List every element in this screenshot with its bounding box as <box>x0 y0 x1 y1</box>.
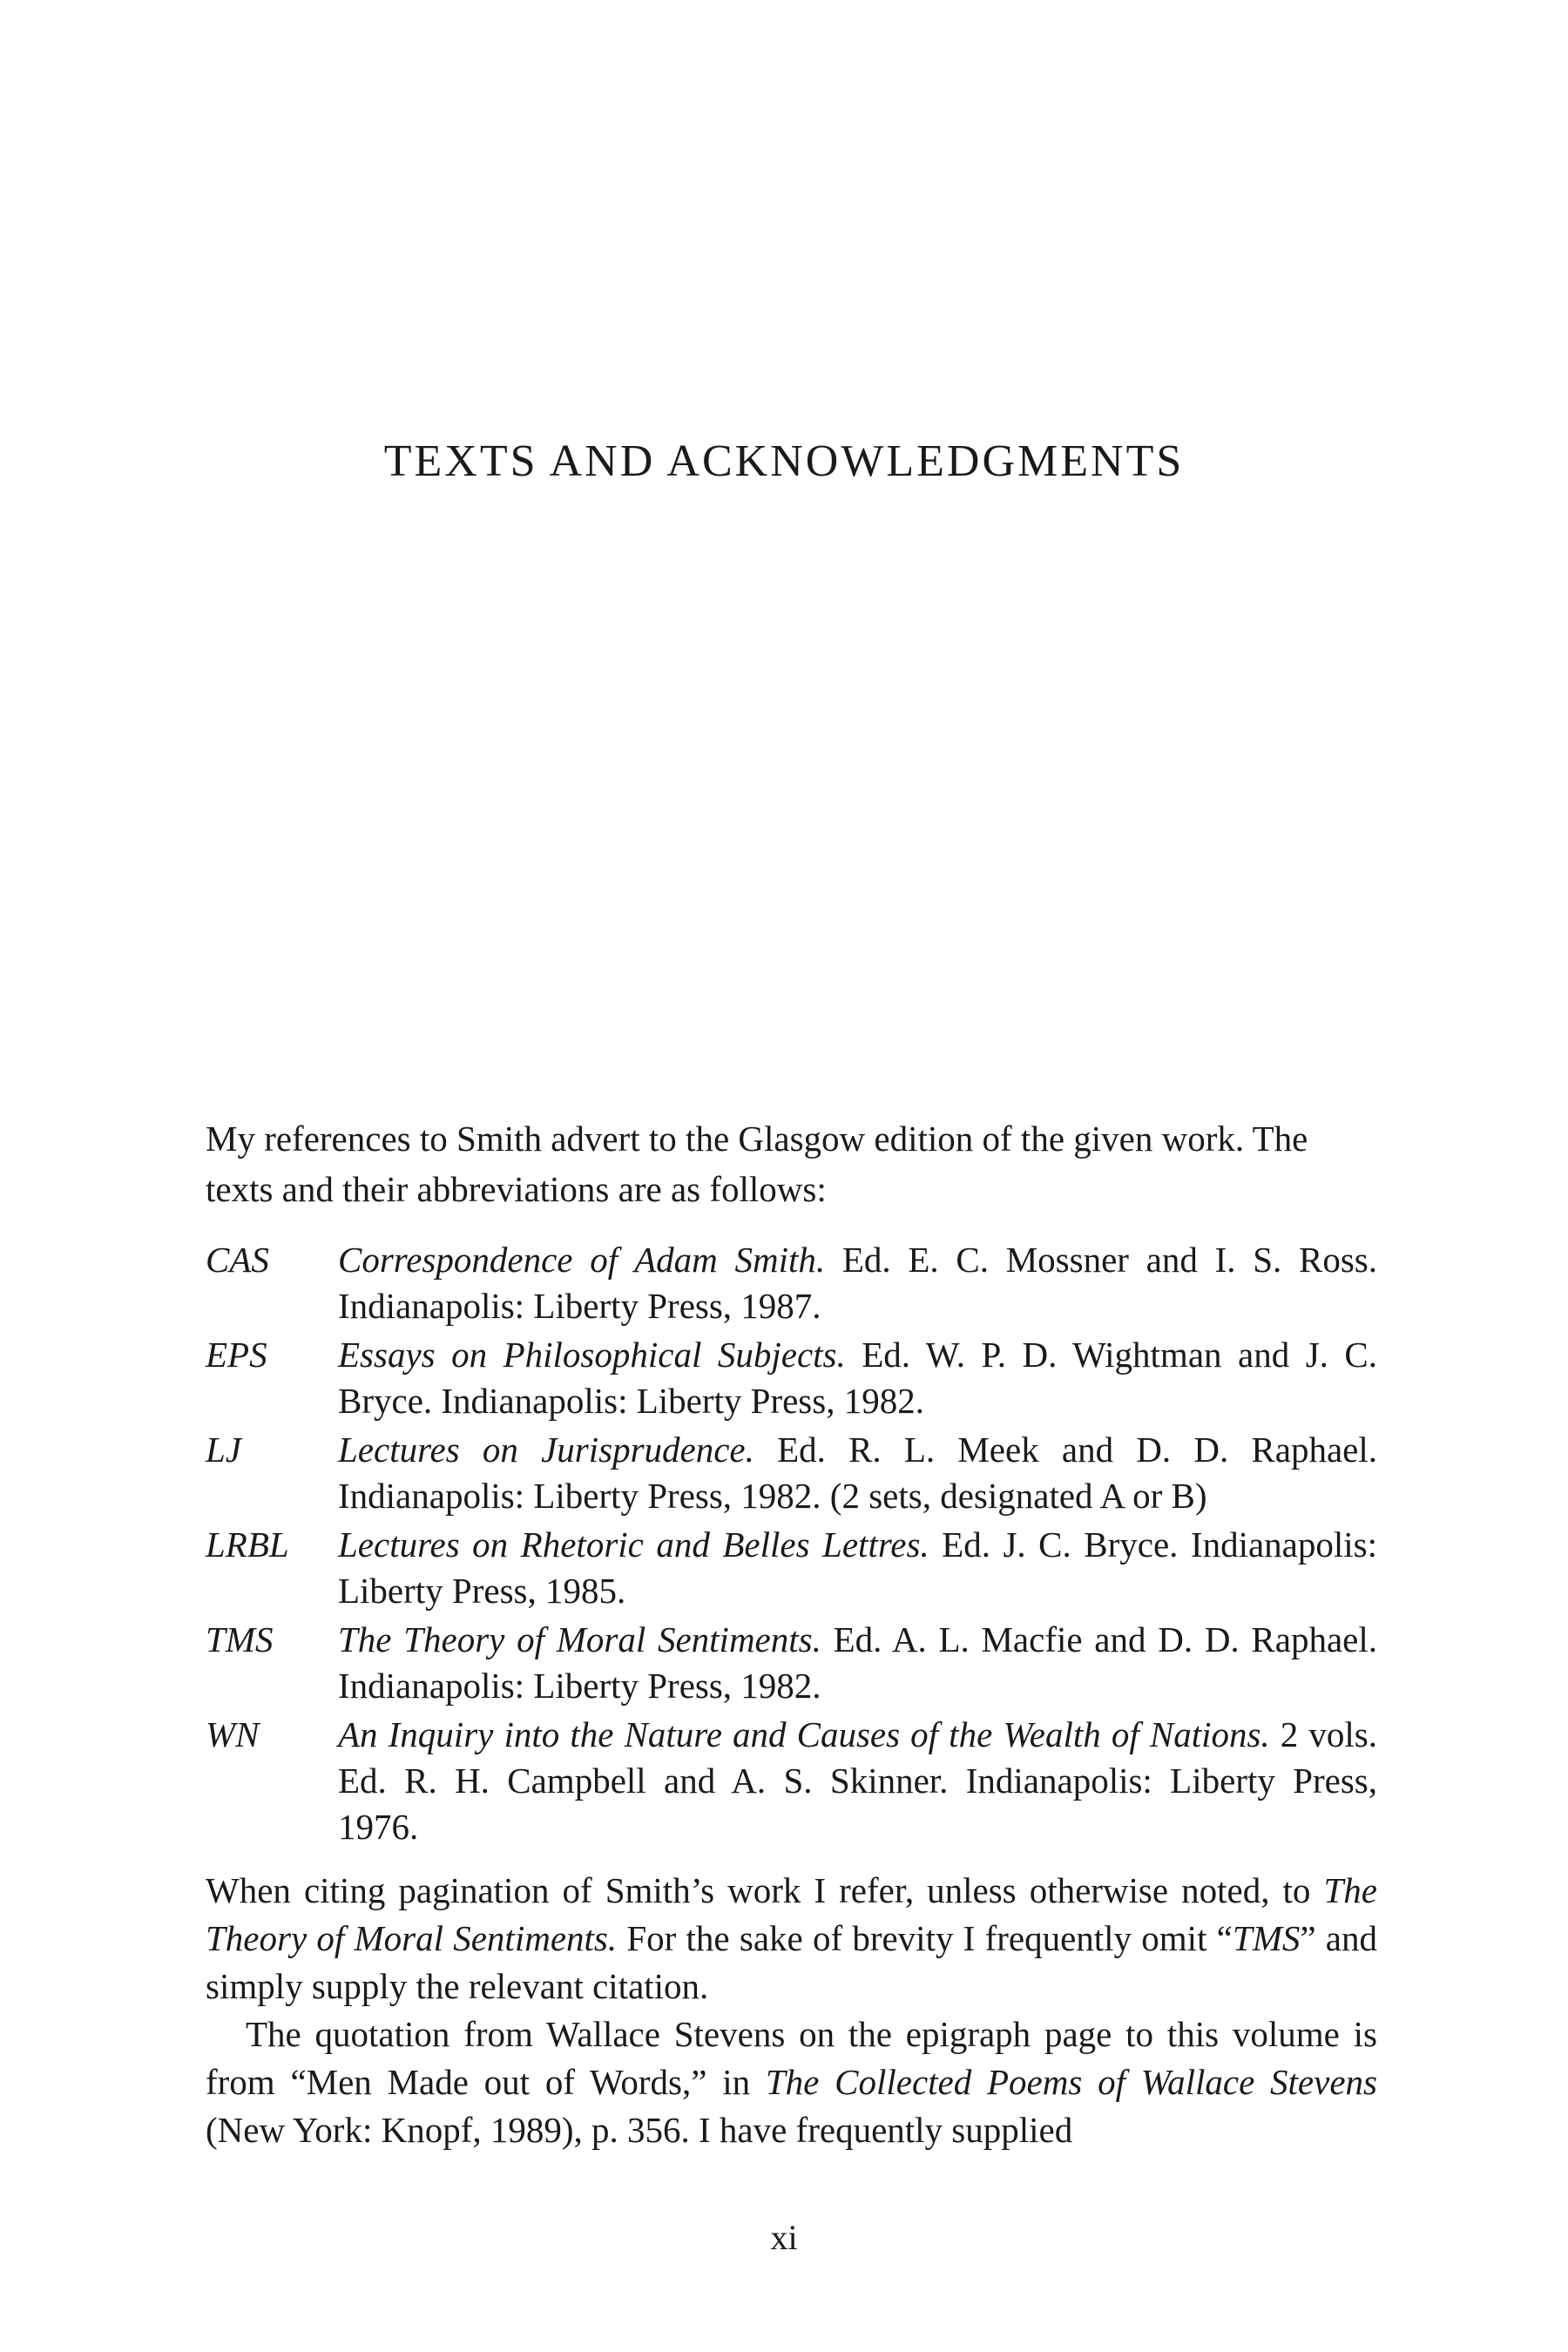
abbreviation-description <box>338 1617 1377 1709</box>
italic-title: The Collected Poems of Wallace Stevens <box>765 2062 1377 2102</box>
abbreviation-list <box>206 1237 1377 1853</box>
abbreviation-entry <box>206 1522 1377 1614</box>
work-details: Ed. A. L. Macfie and D. D. Raphael. Indianapolis: Liberty Press, 1982. <box>338 1619 1377 1706</box>
text-run: (New York: Knopf, 1989), p. 356. I have frequently supplied <box>206 2110 1073 2150</box>
italic-abbreviation: TMS <box>1232 1918 1301 1958</box>
work-details: Ed. J. C. Bryce. Indianapolis: Liberty Press, 1985. <box>338 1524 1377 1611</box>
abbreviation-entry <box>206 1427 1377 1519</box>
abbreviation-code: WN <box>206 1714 260 1754</box>
italic-title: The Theory of Moral Sentiments. <box>206 1870 1377 1958</box>
abbreviation-code: TMS <box>206 1619 274 1659</box>
work-details: Ed. W. P. D. Wightman and J. C. Bryce. Indianapolis: Liberty Press, 1982. <box>338 1335 1377 1421</box>
citation-paragraph <box>206 1867 1377 2011</box>
work-title: The Theory of Moral Sentiments. <box>338 1619 821 1659</box>
work-title: Lectures on Jurisprudence. <box>338 1429 754 1470</box>
page-number: xi <box>770 2218 798 2257</box>
work-details: Ed. R. L. Meek and D. D. Raphael. Indianapolis: Liberty Press, 1982. (2 sets, designated A or B) <box>338 1429 1377 1516</box>
abbreviation-code: CAS <box>206 1240 269 1280</box>
text-run: ” and simply supply the relevant citation. <box>206 1918 1377 2006</box>
work-title: Essays on Philosophical Subjects. <box>338 1335 846 1375</box>
work-details: Ed. E. C. Mossner and I. S. Ross. Indianapolis: Liberty Press, 1987. <box>338 1240 1377 1326</box>
abbreviation-entry <box>206 1617 1377 1709</box>
text-run: For the sake of brevity I frequently omit “ <box>617 1918 1233 1958</box>
epigraph-paragraph <box>206 2011 1377 2154</box>
intro-paragraph: My references to Smith advert to the Glasgow edition of the given work. The texts and their abbreviations are as follows: <box>206 1119 1308 1209</box>
abbreviation-description <box>338 1427 1377 1519</box>
text-run: The quotation from Wallace Stevens on the epigraph page to this volume is from “Men Made out of Words,” in <box>206 2014 1377 2102</box>
work-title: An Inquiry into the Nature and Causes of the Wealth of Nations. <box>338 1714 1270 1754</box>
abbreviation-description <box>338 1332 1377 1424</box>
abbreviation-code: LRBL <box>206 1524 289 1565</box>
abbreviation-description <box>338 1522 1377 1614</box>
abbreviation-entry <box>206 1332 1377 1424</box>
work-details: 2 vols. Ed. R. H. Campbell and A. S. Skinner. Indianapolis: Liberty Press, 1976. <box>338 1714 1377 1847</box>
body-text <box>206 1867 1377 2154</box>
abbreviation-entry <box>206 1712 1377 1850</box>
work-title: Lectures on Rhetoric and Belles Lettres. <box>338 1524 929 1565</box>
work-title: Correspondence of Adam Smith. <box>338 1240 826 1280</box>
abbreviation-code: LJ <box>206 1429 241 1470</box>
abbreviation-description <box>338 1712 1377 1850</box>
abbreviation-description <box>338 1237 1377 1329</box>
abbreviation-entry <box>206 1237 1377 1329</box>
text-run: When citing pagination of Smith’s work I refer, unless otherwise noted, to <box>206 1870 1324 1910</box>
abbreviation-code: EPS <box>206 1335 267 1375</box>
page-title: TEXTS AND ACKNOWLEDGMENTS <box>383 436 1185 486</box>
